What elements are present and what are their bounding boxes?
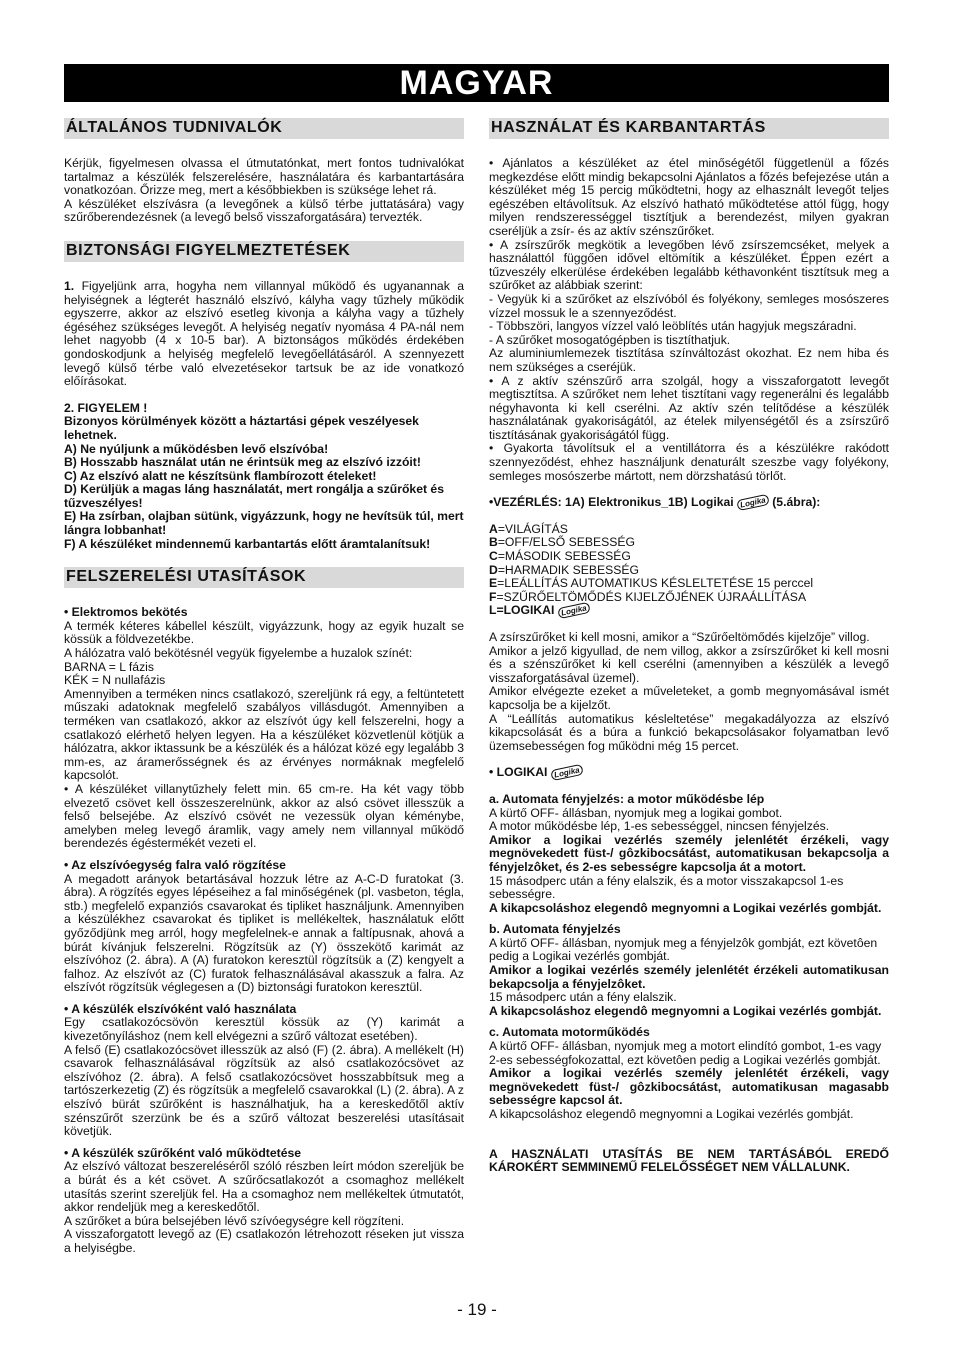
usage-paragraph: A “Leállítás automatikus késleltetése” megakadályozza az elszívó kikapcsolását és a búra a funkció bekapcsolásakor folyamatban levő üzemsebességen fog működni még 15 percet.	[489, 711, 889, 753]
page-number: - 19 -	[457, 1300, 497, 1319]
mode-text: Amikor a logikai vezérlés személy jelenlétét érzékeli, vagy megnövekedett füst-/ gôzkibocsátást, automatikusan magasabb sebességre kapcsol át.	[489, 1066, 889, 1108]
subhead-wall: • Az elszívóegység falra való rögzítése	[64, 857, 286, 872]
disclaimer: A HASZNÁLATI UTASÍTÁS BE NEM TARTÁSÁBÓL EREDŐ KÁROKÉRT SEMMINEMŰ FELELŐSSÉGET NEM VÁLLALUNK.	[489, 1146, 889, 1175]
safety-line: A) Ne nyúljunk a működésben levő elszívóba!	[64, 441, 329, 456]
legend-item: A=VILÁGÍTÁS	[489, 521, 568, 536]
safety-line: C) Az elszívó alatt ne készítsünk flambírozott ételeket!	[64, 468, 377, 483]
legend-item: E=LEÁLLÍTÁS AUTOMATIKUS KÉSLELTETÉSE 15 perccel	[489, 576, 814, 591]
general-paragraph: A készüléket elszívásra (a levegőnek a külső térbe juttatására) vagy szűrőberendezésnek (a levegő belső visszaforgatására) tervezték.	[64, 196, 464, 225]
mode-text: A kikapcsoláshoz elegendô megnyomni a Logikai vezérlés gombját.	[489, 1003, 882, 1018]
install-paragraph: A felső (E) csatlakozócsövet illesszük az alsó (F) (2. ábra). A mellékelt (H) csavarok felhasználásával rögzítsük az alsó csatlakozócsövet az elszívóhoz (2. ábra). A felső csatlakozócsövet hosszabbítsuk meg a tartószerkezetig (Z) és rögzítsük a megfelelő csavarokkal (L) (2. ábra). A z elszívó bürát szűrőként is használhatjuk, ha a kereskedőtől aktív szénszűrőt szerzünk be és a szűrő változat beszerelési utasításait követjük.	[64, 1042, 464, 1139]
usage-paragraph: • A z aktív szénszűrő arra szolgál, hogy a visszaforgatott levegőt megtisztítsa. A szűrőket nem lehet tisztítani vagy regenerálni és legalább négyhavonta ki kell cserélni. Az aktív szén telítődése a készülék használatának gyakoriságától, az ételek milyenségétől és a zsírszűrő tisztításának gyakoriságától függ.	[489, 373, 889, 442]
mode-a-heading: a. Automata fényjelzés: a motor működésbe lép	[489, 791, 765, 806]
install-paragraph: Az elszívó változat beszereléséről szóló részben leírt módon szereljük be a búrát és a két csövet. A szűrőcsatlakozót a csomaghoz mellékelt utasítás szerint szereljük fel. Ha a csomaghoz nem mellékeltek útmutatót, akkor rendeljük meg a kereskedőtől.	[64, 1159, 464, 1215]
usage-dash-item: - A szűrőket mosogatógépben is tisztíthatjuk.	[489, 332, 731, 347]
mode-text: A kikapcsoláshoz elegendô megnyomni a Logikai vezérlés gombját.	[489, 900, 882, 915]
mode-b-heading: b. Automata fényjelzés	[489, 922, 621, 937]
logika-icon: Logika	[550, 764, 583, 781]
usage-paragraph: Amikor a jelző kigyullad, de nem villog, akkor a zsírszűrőket ki kell mosni és a szénszűrőket ki kell cserélni (amennyiben a készülék a levegő visszaforgatásával üzemel).	[489, 643, 889, 685]
language-banner: MAGYAR	[64, 64, 889, 102]
install-paragraph: A megadott arányok betartásával hozzuk létre az A-C-D furatokat (3. ábra). A rögzítés egyes lépéseihez a fal minőségének (pl. vasbeton, tégla, stb.) megfelelő expanziós csavarokat és tipliket használjunk. Amennyiben a készülékhez csavarokat és tipliket is mellékeltek, használatuk előtt győződjünk meg arról, hogy megfelelnek-e annak a faltípusnak, ahová a búrát kívánjuk felszerelni. Rögzítsük az (Y) összekötő karimát az elszívóhoz (2. ábra). A (A) furatokon keresztül rögzítsük a (Z) kengyelt a falhoz. Az elszívót az (C) furatok felhasználásával akasszuk a falra. Az elszívót rögzítsük véglegesen a (D) biztonsági furatokon keresztül.	[64, 871, 464, 995]
install-paragraph: A hálózatra való bekötésnél vegyük figyelembe a huzalok színét:	[64, 646, 413, 661]
usage-dash-item: - Vegyük ki a szűrőket az elszívóból és folyékony, semleges mosószeres vízzel mossuk le a szennyeződést.	[489, 291, 889, 320]
safety-line: B) Hosszabb használat után ne érintsük meg az elszívó izzóit!	[64, 455, 421, 470]
section-title-general: ÁLTALÁNOS TUDNIVALÓK	[64, 118, 464, 139]
subhead-extract: • A készülék elszívóként való használata	[64, 1001, 297, 1016]
usage-paragraph: • Gyakorta távolítsuk el a ventillátorra és a készülékre rakódott szennyeződést, ehhez használjunk denaturált szeszbe vagy folyékony, semleges mosószerbe mártott, nem dörzshatású törlőt.	[489, 441, 889, 483]
subhead-filter: • A készülék szűrőként való működtetése	[64, 1145, 302, 1160]
section-title-safety: BIZTONSÁGI FIGYELMEZTETÉSEK	[64, 241, 464, 262]
usage-paragraph: Az aluminiumlemezek tisztítása színváltozást okozhat. Ez nem hiba és nem szükséges a cseréjük.	[489, 346, 889, 374]
legend-item: C=MÁSODIK SEBESSÉG	[489, 549, 631, 564]
mode-text: Amikor a logikai vezérlés személy jelenlétét érzékeli automatikusan bekapcsolja a fényjelzôket.	[489, 963, 889, 991]
mode-text: 15 másodperc után a fény elalszik, és a motor visszakapcsol 1-es sebességre.	[489, 873, 844, 902]
section-title-usage: HASZNÁLAT ÉS KARBANTARTÁS	[489, 118, 889, 139]
wire-brown: BARNA = L fázis	[64, 659, 154, 674]
mode-text: A motor működésbe lép, 1-es sebességgel, nincsen fényjelzés.	[489, 819, 830, 834]
logikai-heading: • LOGIKAI Logika	[489, 766, 889, 780]
safety-line: Bizonyos körülmények között a háztartási gépek veszélyesek lehetnek.	[64, 414, 419, 442]
mode-text: Amikor a logikai vezérlés személy jelenlétét érzékeli, vagy megnövekedett füst-/ gôzkibocsátást, automatikusan bekapcsolja a fényjelzôket, és 2-es sebességre kapcsolja át a motort.	[489, 832, 889, 874]
mode-text: A kürtő OFF- állásban, nyomjuk meg a logikai gombot.	[489, 805, 783, 820]
usage-dash-item: - Többszöri, langyos vízzel való leöblítés után hagyjuk megszáradni.	[489, 319, 857, 334]
left-column	[64, 118, 464, 1256]
general-paragraph: Kérjük, figyelmesen olvassa el útmutatónkat, mert fontos tudnivalókat tartalmaz a készülék felszerelésére, használatára és karbantartására vonatkozóan. Őrizze meg, mert a későbbiekben is szüksége lehet rá.	[64, 156, 464, 198]
install-paragraph: A termék kéteres kábellel készült, vigyázzunk, hogy az egyik huzalt se kössük a földvezetékbe.	[64, 618, 464, 647]
legend-item: B=OFF/ELSŐ SEBESSÉG	[489, 535, 635, 550]
safety-line: F) A készüléket mindennemű karbantartás előtt áramtalanítsuk!	[64, 536, 431, 551]
install-paragraph: Egy csatlakozócsövön keresztül kössük az (Y) karimát a kivezetőnyíláshoz (nem kell elvégezni a szűrő változat esetében).	[64, 1015, 464, 1044]
safety-line: D) Kerüljük a magas láng használatát, mert rongálja a szűrőket és tűzveszélyes!	[64, 482, 444, 510]
usage-paragraph: Amikor elvégezte ezeket a műveleteket, a gomb megnyomásával ismét kapcsolja be a kijelzőt.	[489, 684, 889, 712]
install-paragraph: A visszaforgatott levegő az (E) csatlakozón létrehozott réseken jut vissza a helyiségbe.	[64, 1227, 464, 1255]
legend-item: L=LOGIKAI Logika	[489, 604, 889, 618]
section-title-install: FELSZERELÉSI UTASÍTÁSOK	[64, 567, 464, 588]
legend-item: F=SZŰRŐELTÖMŐDÉS KIJELZŐJÉNEK ÚJRAÁLLÍTÁSA	[489, 589, 807, 604]
safety-line: E) Ha zsírban, olajban sütünk, vigyázzunk, hogy ne hevítsük túl, mert lángra lobbanhat!	[64, 509, 464, 538]
mode-text: A kikapcsoláshoz elegendô megnyomni a Logikai vezérlés gombját.	[489, 1107, 854, 1121]
safety-item-2-head: 2. FIGYELEM !	[64, 400, 148, 415]
install-paragraph: Amennyiben a terméken nincs csatlakozó, szereljünk rá egy, a feltüntetett műszaki adatoknak megfelelő szabályos villásdugót. Amennyiben a terméken van csatlakozó, akkor az elszívót úgy kell felszerelni, hogy a csatlakozó elérhető helyen legyen. Ha a készüléket közvetlenül kötjük a hálózatra, akkor iktassunk be a készülék és a hálózat közé egy legalább 3 mm-es, az áramerősségnek és az érvényes normáknak megfelelő kapcsolót.	[64, 686, 464, 783]
controls-heading: •VEZÉRLÉS: 1A) Elektronikus_1B) Logikai Logika (5.ábra):	[489, 495, 821, 510]
mode-c-heading: c. Automata motorműködés	[489, 1025, 650, 1040]
safety-item-1: 1. Figyeljünk arra, hogyha nem villannyal működő és ugyanannak a helyiségnek a légterét használó elszívó, kályha vagy tűzhely működik egyszerre, akkor az elszívó esetleg kivonja a kályha vagy a tűzhely égéséhez szükséges levegőt. A helyiség negatív nyomása 4 PA-nál nem lehet nagyobb (4 x 10-5 bar). A biztonságos működés érdekében gondoskodjunk a helyiség megfelelő levegőellátásáról. A szennyezett levegő külső térbe való elvezetésekor tartsuk be az ide vonatkozó előírásokat.	[64, 278, 464, 389]
mode-text: A kürtő OFF- állásban, nyomjuk meg a fényjelzôk gombját, ezt követôen pedig a Logikai vezérlés gombját.	[489, 935, 878, 964]
install-paragraph: A szűrőket a búra belsejében lévő szívóegységre kell rögzíteni.	[64, 1213, 405, 1228]
controls-legend	[489, 523, 889, 618]
usage-paragraph: A zsírszűrőket ki kell mosni, amikor a “Szűrőeltömődés kijelzője” villog.	[489, 630, 870, 644]
usage-paragraph: • A zsírszűrők megkötik a levegőben lévő zsírszemcséket, melyek a használattól függően idővel eltömítik a készüléket. Éppen ezért a tűzveszély elkerülése érdekében legalább kéthavonként tisztítsuk meg a szűrőket az alábbiak szerint:	[489, 237, 889, 293]
mode-text: 15 másodperc után a fény elalszik.	[489, 990, 677, 1005]
right-column	[489, 118, 889, 1175]
subhead-electric: • Elektromos bekötés	[64, 605, 188, 620]
wire-blue: KÉK = N nullafázis	[64, 673, 166, 688]
legend-item: D=HARMADIK SEBESSÉG	[489, 562, 640, 577]
logika-icon: Logika	[557, 602, 590, 619]
install-paragraph: • A készüléket villanytűzhely felett min. 65 cm-re. Ha két vagy több elvezető csövet kell összeszerelnünk, akkor az alsó csövet illesszük a felső belsejébe. Az elszívó csövét ne vezessük olyan kéménybe, amelyben meleg levegő áramlik, vagy amely nem villannyal működő berendezés égéstermékét vezeti el.	[64, 781, 464, 851]
mode-text: A kürtő OFF- állásban, nyomjuk meg a motort elindító gombot, 1-es vagy 2-es sebességfokozattal, ezt követôen pedig a Logikai vezérlés gombját.	[489, 1039, 882, 1067]
logika-icon: Logika	[736, 494, 769, 511]
usage-paragraph: • Ajánlatos a készüléket az étel minőségétől függetlenül a főzés megkezdése előtt mindig bekapcsolni Ajánlatos a főzés befejezése után a készüléket még 15 percig működtetni, hogy az elhasznált levegőt teljes egészében eltávolítsuk. Az elszívó hatható működtetése attól függ, hogy milyen rendszerességgel tisztítjuk a berendezést, milyen gyakran cseréljük a zsír- és az aktív szénszűrőket.	[489, 156, 889, 238]
